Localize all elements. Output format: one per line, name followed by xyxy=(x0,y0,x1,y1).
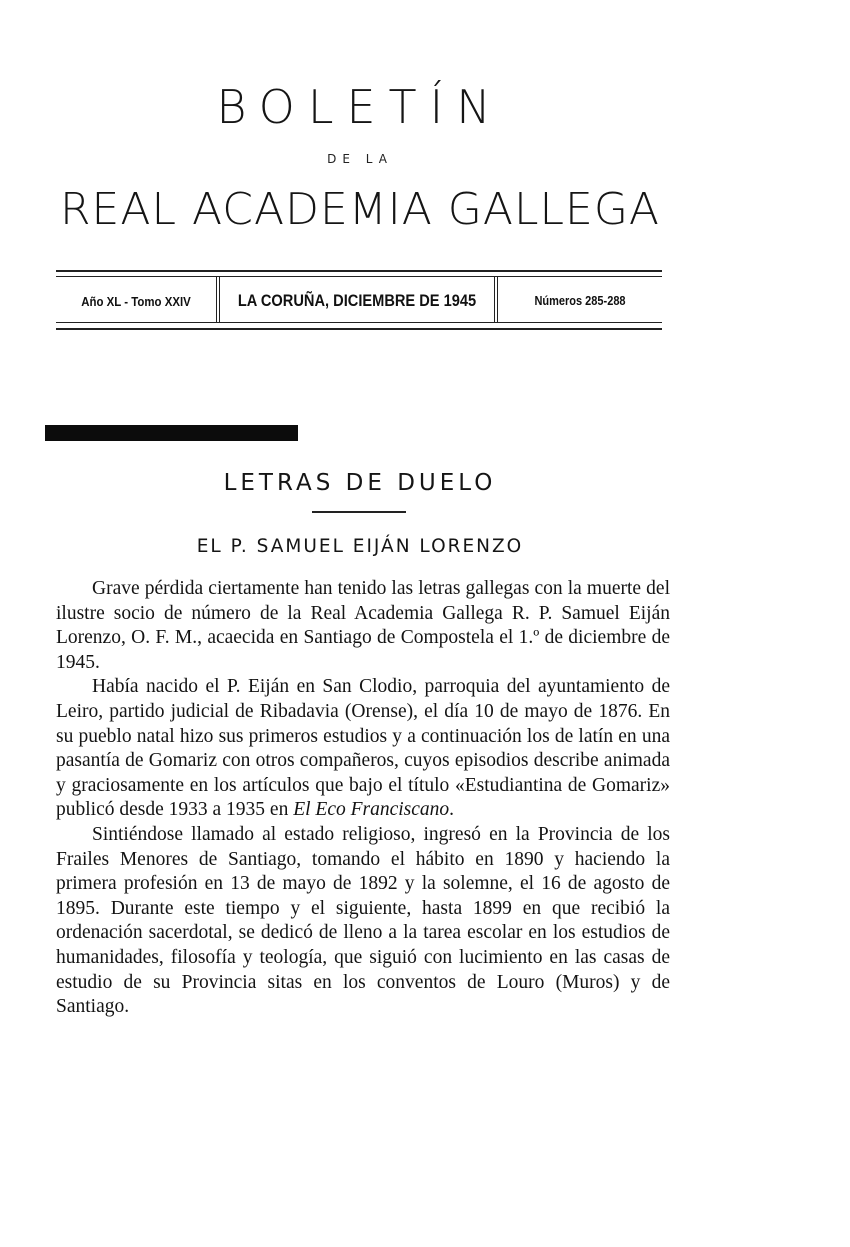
periodical-title: El Eco Franciscano xyxy=(293,799,450,821)
masthead-divider xyxy=(497,276,498,323)
section-title-underline xyxy=(312,511,406,513)
journal-title-preposition: DE LA xyxy=(327,152,393,166)
masthead-top-rule-thin xyxy=(56,276,662,277)
place-date-label: LA CORUÑA, DICIEMBRE DE 1945 xyxy=(237,291,477,310)
paragraph-3: Sintiéndose llamado al estado religioso, ingresó en la Provincia de los Frailes Menores de Santiago, tomando el hábito en 1890 y haciendo la primera profesión en 13 de mayo de 1892 y la solemne, el 16 de agosto de 1895. Durante este tiempo y el siguiente, hasta 1899 en que recibió la ordenación sacerdotal, se dedicó de lleno a la tarea escolar en los estudios de humanidades, filosofía y teología, que siguió con lucimiento en las casas de estudio de su Provincia sitas en los conventos de Louro (Muros) y de Santiago. xyxy=(56,823,670,1018)
journal-title: BOLETÍN xyxy=(216,80,504,134)
masthead-divider xyxy=(219,276,220,323)
institution-name: REAL ACADEMIA GALLEGA xyxy=(59,184,661,235)
section-marker-bar xyxy=(45,425,298,441)
masthead-divider xyxy=(216,276,217,323)
masthead-top-rule xyxy=(56,270,662,272)
article-heading: EL P. SAMUEL EIJÁN LORENZO xyxy=(196,536,524,557)
paragraph-1: Grave pérdida ciertamente han tenido las letras gallegas con la muerte del ilustre socio de número de la Real Academia Gallega R. P. Samuel Eiján Lorenzo, O. F. M., acaecida en Santiago de Compostela el 1.º de diciembre de 1945. xyxy=(56,578,670,673)
article-body xyxy=(56,577,670,1020)
masthead-bottom-rule-thin xyxy=(56,322,662,323)
masthead-divider xyxy=(494,276,495,323)
section-title: LETRAS DE DUELO xyxy=(223,470,497,496)
paragraph-2-end: . xyxy=(449,799,455,821)
paragraph-2-text: Había nacido el P. Eiján en San Clodio, parroquia del ayuntamiento de Leiro, partido judicial de Ribadavia (Orense), el día 10 de mayo de 1876. En su pueblo natal hizo sus primeros estudios y a continuación los de latín en una pasantía de Gomariz con otros compañeros, cuyos episodios describe animada y graciosamente en los artículos que bajo el título «Estudiantina de Gomariz» publicó desde 1933 a 1935 en xyxy=(56,676,670,821)
issue-numbers-label: Números 285-288 xyxy=(534,294,626,308)
year-volume-label: Año XL - Tomo XXIV xyxy=(81,293,191,309)
paragraph-2 xyxy=(56,675,670,823)
masthead-bottom-rule xyxy=(56,328,662,330)
